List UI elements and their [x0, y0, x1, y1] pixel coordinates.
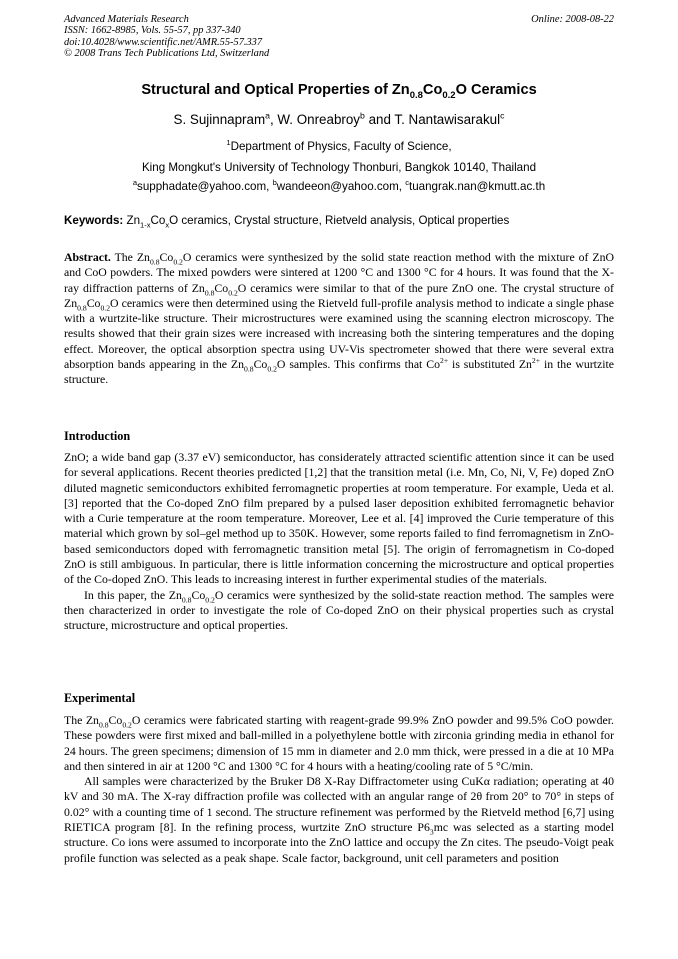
introduction-paragraph-2: In this paper, the $Zn_{0.8}Co_{0.2}O$ ceramics were synthesized by the solid-state reaction method. The samples were then characterized in order to investigate the role of Co-doped ZnO on their physical properties such as crystal structure, microstructure and optical properties. [64, 587, 614, 633]
author-emails: $^a$supphadate@yahoo.com, $^b$wandeeon@yahoo.com, $^c$tuangrak.nan@kmutt.ac.th [132, 178, 546, 193]
paper-title: Structural and Optical Properties of $Zn_{0.8}Co_{0.2}O$ Ceramics [141, 82, 537, 101]
affiliation-department: $^1$Department of Physics, Faculty of Science, [226, 138, 452, 153]
experimental-body [64, 713, 614, 866]
introduction-body [64, 450, 614, 634]
author-list: S. Sujinnapram$^a$, W. Onreabroy$^b$ and T. Nantawisarakul$^c$ [173, 110, 505, 127]
journal-issn: ISSN: 1662-8985, Vols. 55-57, pp 337-340 [64, 25, 241, 37]
experimental-paragraph-2: All samples were characterized by the Bruker D8 X-Ray Diffractometer using CuKα radiation; operating at 40 kV and 30 mA. The X-ray diffraction profile was collected with an angular range of 2θ from 20° to 70° in steps of 0.02° with a counting time of 1 second. The structure refinement was performed by the Rietveld method [6,7] using RIETICA program [8]. In the refining process, wurtzite ZnO structure $P6_3mc$ was selected as a starting model structure. Co ions were assumed to incorporate into the ZnO lattice and occupy the Zn cites. The pseudo-Voigt peak profile function was selected as a peak shape. Scale factor, background, unit cell parameters and position [64, 774, 614, 865]
experimental-paragraph-1: The $Zn_{0.8}Co_{0.2}O$ ceramics were fabricated starting with reagent-grade 99.9% ZnO powder and 99.5% CoO powder. These powders were first mixed and ball-milled in a polyethylene bottle with zirconia grinding media in ethanol for 24 hours. The green specimens; dimension of 15 mm in diameter and 2.0 mm thick, were pressed in a die at 10 MPa and then sintered in air at 1200 °C and 1300 °C for 4 hours with a heating/cooling rate of 5 °C/min. [64, 713, 614, 773]
journal-name: Advanced Materials Research [64, 14, 189, 25]
keywords-line: Keywords: $Zn_{1-x}Co_xO$ ceramics, Crystal structure, Rietveld analysis, Optical properties [64, 214, 510, 230]
abstract: Abstract. The $Zn_{0.8}Co_{0.2}O$ ceramics were synthesized by the solid state reaction method with the mixture of ZnO and CoO powders. The mixed powders were sintered at 1200 °C and 1300 °C for 4 hours. It was found that the X-ray diffraction patterns of $Zn_{0.8}Co_{0.2}O$ ceramics were similar to that of the pure ZnO one. The crystal structure of $Zn_{0.8}Co_{0.2}O$ ceramics were then determined using the Rietveld full-profile analysis method to indicate a single phase with a wurtzite-like structure. Their microstructures were examined using the scanning electron microscopy. The results showed that their grain sizes were increased with increasing both the sintering temperatures and the doping effect. Moreover, the optical absorption spectra using UV-Vis spectrometer showed that there were several extra absorption bands appearing in the $Zn_{0.8}Co_{0.2}O$ samples. This confirms that $Co^{2+}$ is substituted $Zn^{2+}$ in the wurtzite structure. [64, 250, 614, 387]
experimental-heading: Experimental [64, 691, 136, 705]
journal-doi: doi:10.4028/www.scientific.net/AMR.55-57.337 [64, 36, 263, 48]
introduction-heading: Introduction [64, 429, 131, 443]
affiliation-university: King Mongkut's University of Technology Thonburi, Bangkok 10140, Thailand [141, 161, 537, 174]
journal-copyright: © 2008 Trans Tech Publications Ltd, Switzerland [64, 48, 270, 60]
journal-header [64, 14, 269, 60]
online-date: Online: 2008-08-22 [531, 14, 614, 25]
introduction-paragraph-1: ZnO; a wide band gap (3.37 eV) semiconductor, has considerately attracted scientific attention since it can be used for several applications. Recent theories predicted [1,2] that the transition metal (i.e. Mn, Co, Ni, V, Fe) doped ZnO diluted magnetic semiconductors exhibited ferromagnetic properties at room temperature. For example, Ueda et al. [3] reported that the Co-doped ZnO film prepared by a pulsed laser deposition exhibited ferromagnetic behavior with a Curie temperature at the room temperature. Moreover, Lee et al. [4] improved the Curie temperature of this material which grown by sol–gel method up to 350K. However, some reports failed to find ferromagnetism in ZnO-based semiconductors doped with ferromagnetic transition metal [5]. The origin of ferromagnetism in Co-doped ZnO is still ambiguous. In particular, there is little information concerning the microstructure and optical properties of the Co-doped ZnO. This leads to increasing interest in further experimental studies of the materials. [64, 450, 614, 587]
